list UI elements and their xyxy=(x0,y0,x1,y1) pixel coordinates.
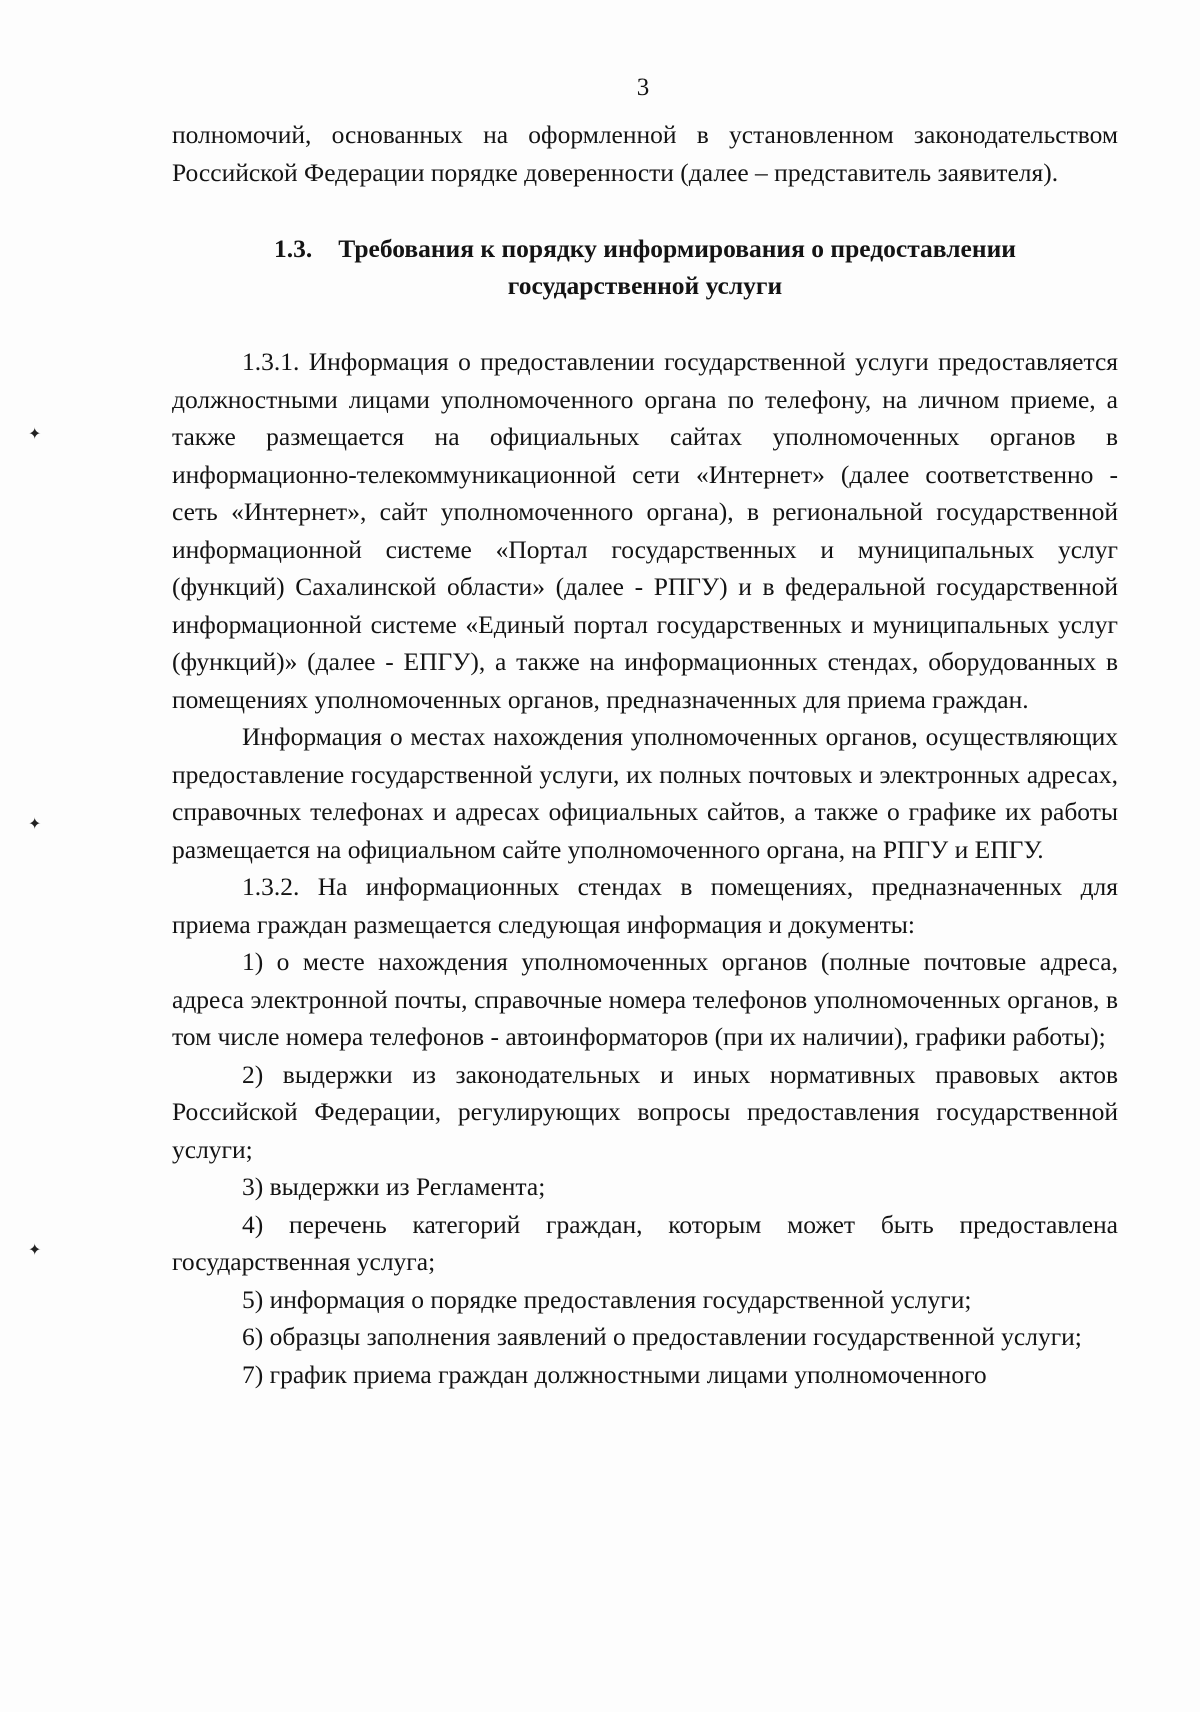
list-item-2: 2) выдержки из законодательных и иных нормативных правовых актов Российской Федерации, регулирующих вопросы предоставления государственной услуги; xyxy=(172,1059,1118,1164)
section-title-line-1: Требования к порядку информирования о предоставлении xyxy=(338,234,1016,263)
page-number: 3 xyxy=(636,74,650,101)
paragraph-1-3-1: 1.3.1. Информация о предоставлении государственной услуги предоставляется должностными лицами уполномоченного органа по телефону, на личном приеме, а также размещается на официальных сайтах уполномоченных органов в информационно-телекоммуникационной сети «Интернет» (далее соответственно - сеть «Интернет», сайт уполномоченного органа), в региональной государственной информационной системе «Портал государственных и муниципальных услуг (функций) Сахалинской области» (далее - РПГУ) и в федеральной государственной информационной системе «Единый портал государственных и муниципальных услуг (функций)» (далее - ЕПГУ), а также на информационных стендах, оборудованных в помещениях уполномоченных органов, предназначенных для приема граждан. xyxy=(172,347,1118,714)
margin-mark-icon: ✦ xyxy=(28,814,42,833)
list-item-4: 4) перечень категорий граждан, которым может быть предоставлена государственная услуга; xyxy=(172,1209,1118,1276)
paragraph-intro: полномочий, основанных на оформленной в установленном законодательством Российской Федерации порядке доверенности (далее – представитель заявителя). xyxy=(172,120,1118,187)
list-item-7: 7) график приема граждан должностными лицами уполномоченного xyxy=(242,1359,987,1389)
list-item-1: 1) о месте нахождения уполномоченных органов (полные почтовые адреса, адреса электронной почты, справочные номера телефонов уполномоченных органов, в том числе номера телефонов - автоинформаторов (при их наличии), графики работы); xyxy=(172,947,1118,1051)
margin-mark-icon: ✦ xyxy=(28,1240,42,1259)
section-heading xyxy=(172,230,1118,304)
paragraph-1-3-2: 1.3.2. На информационных стендах в помещениях, предназначенных для приема граждан размещается следующая информация и документы: xyxy=(172,872,1118,939)
document-body xyxy=(172,116,1118,1393)
section-number: 1.3. xyxy=(274,234,313,263)
margin-mark-icon: ✦ xyxy=(28,424,42,443)
section-heading-line-1 xyxy=(172,230,1118,267)
paragraph-locations-info: Информация о местах нахождения уполномоченных органов, осуществляющих предоставление государственной услуги, их полных почтовых и электронных адресах, справочных телефонах и адресах официальных сайтов, а также о графике их работы размещается на официальном сайте уполномоченного органа, на РПГУ и ЕПГУ. xyxy=(172,722,1118,864)
list-item-6: 6) образцы заполнения заявлений о предоставлении государственной услуги; xyxy=(242,1322,1082,1351)
list-item-3: 3) выдержки из Регламента; xyxy=(242,1172,546,1201)
list-item-5: 5) информация о порядке предоставления государственной услуги; xyxy=(242,1284,972,1314)
section-title-line-2: государственной услуги xyxy=(507,271,783,300)
